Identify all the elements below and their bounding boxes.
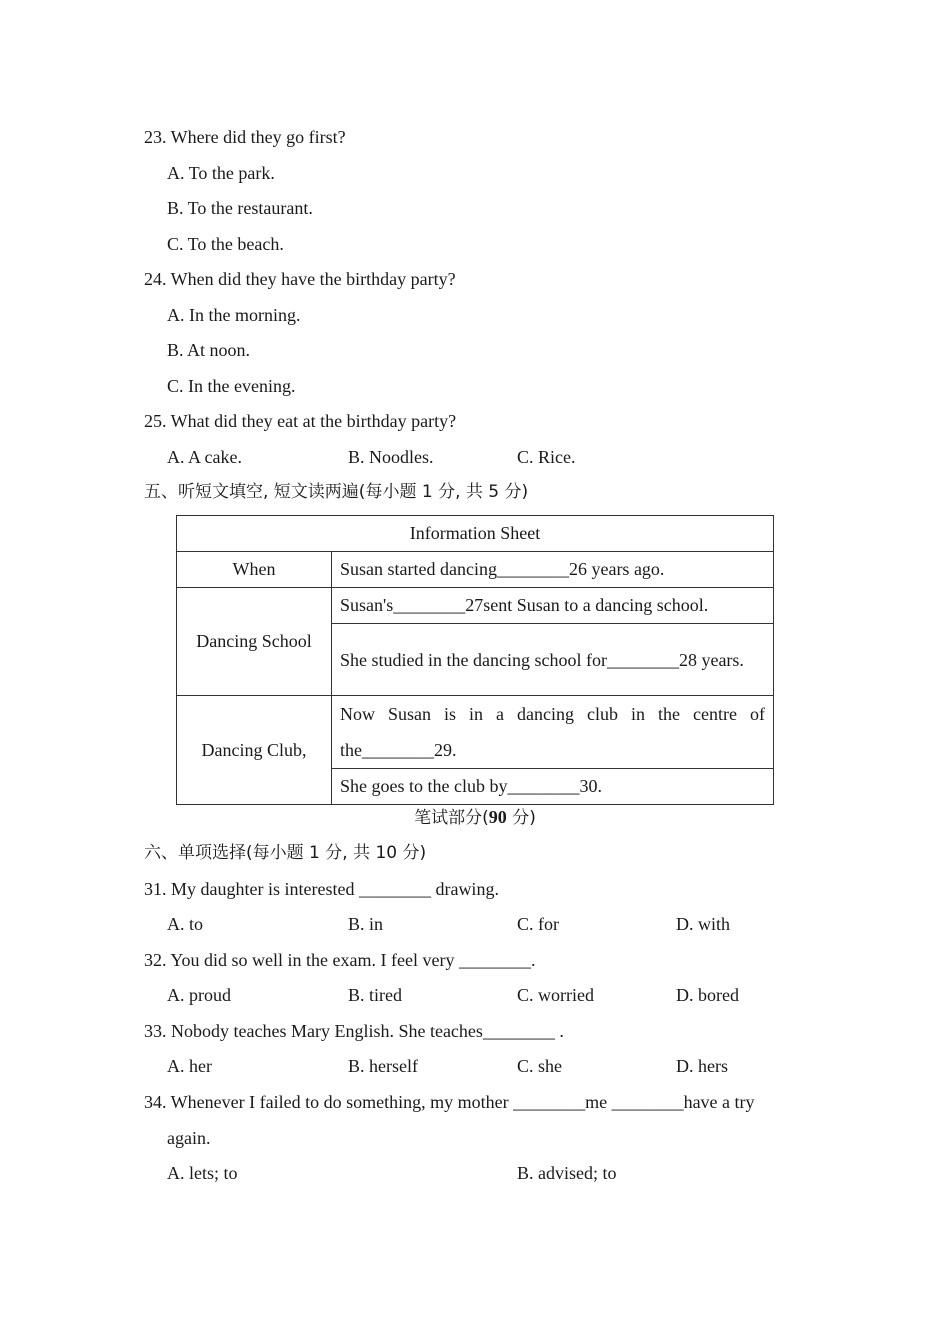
- question-23: 23. Where did they go first?: [144, 127, 346, 147]
- written-part-suffix: 分): [506, 808, 536, 828]
- option-23-a: A. To the park.: [167, 163, 275, 183]
- cell-when-26: Susan started dancing________26 years ago.: [332, 552, 774, 588]
- option-25-a: A. A cake.: [167, 447, 242, 467]
- question-34: 34. Whenever I failed to do something, my mother ________me ________have a try: [144, 1092, 755, 1112]
- option-31-d: D. with: [676, 914, 730, 934]
- option-31-a: A. to: [167, 914, 203, 934]
- written-part-score: 90: [488, 807, 507, 827]
- written-part-heading: [0, 806, 950, 829]
- option-31-b: B. in: [348, 914, 384, 934]
- option-31-c: C. for: [517, 914, 559, 934]
- option-23-c: C. To the beach.: [167, 234, 284, 254]
- option-25-b: B. Noodles.: [348, 447, 434, 467]
- question-32: 32. You did so well in the exam. I feel very ________.: [144, 950, 536, 970]
- cell-school-28: She studied in the dancing school for________28 years.: [332, 624, 774, 696]
- option-32-d: D. bored: [676, 985, 739, 1005]
- question-25: 25. What did they eat at the birthday party?: [144, 411, 457, 431]
- option-33-d: D. hers: [676, 1056, 728, 1076]
- cell-club-29: Now Susan is in a dancing club in the centre of the________29.: [332, 696, 774, 769]
- option-24-c: C. In the evening.: [167, 376, 296, 396]
- cell-club-30: She goes to the club by________30.: [332, 769, 774, 805]
- written-part-prefix: 笔试部分(: [414, 808, 489, 828]
- row-label-dancing-club: Dancing Club,: [177, 696, 332, 805]
- row-label-when: When: [177, 552, 332, 588]
- section-5-title: 五、听短文填空, 短文读两遍(每小题 1 分, 共 5 分): [144, 482, 529, 502]
- question-24: 24. When did they have the birthday party?: [144, 269, 456, 289]
- information-sheet-table: [176, 515, 774, 805]
- option-24-b: B. At noon.: [167, 340, 251, 360]
- option-24-a: A. In the morning.: [167, 305, 301, 325]
- section-6-title: 六、单项选择(每小题 1 分, 共 10 分): [144, 843, 427, 863]
- row-label-dancing-school: Dancing School: [177, 588, 332, 696]
- option-34-a: A. lets; to: [167, 1163, 238, 1183]
- table-header: Information Sheet: [177, 516, 774, 552]
- question-31: 31. My daughter is interested ________ drawing.: [144, 879, 499, 899]
- cell-school-27: Susan's________27sent Susan to a dancing school.: [332, 588, 774, 624]
- option-32-a: A. proud: [167, 985, 231, 1005]
- option-25-c: C. Rice.: [517, 447, 576, 467]
- question-33: 33. Nobody teaches Mary English. She teaches________ .: [144, 1021, 564, 1041]
- option-33-a: A. her: [167, 1056, 212, 1076]
- option-32-b: B. tired: [348, 985, 402, 1005]
- option-23-b: B. To the restaurant.: [167, 198, 313, 218]
- question-34-continued: again.: [167, 1128, 211, 1148]
- option-33-b: B. herself: [348, 1056, 418, 1076]
- option-33-c: C. she: [517, 1056, 562, 1076]
- option-32-c: C. worried: [517, 985, 594, 1005]
- option-34-b: B. advised; to: [517, 1163, 617, 1183]
